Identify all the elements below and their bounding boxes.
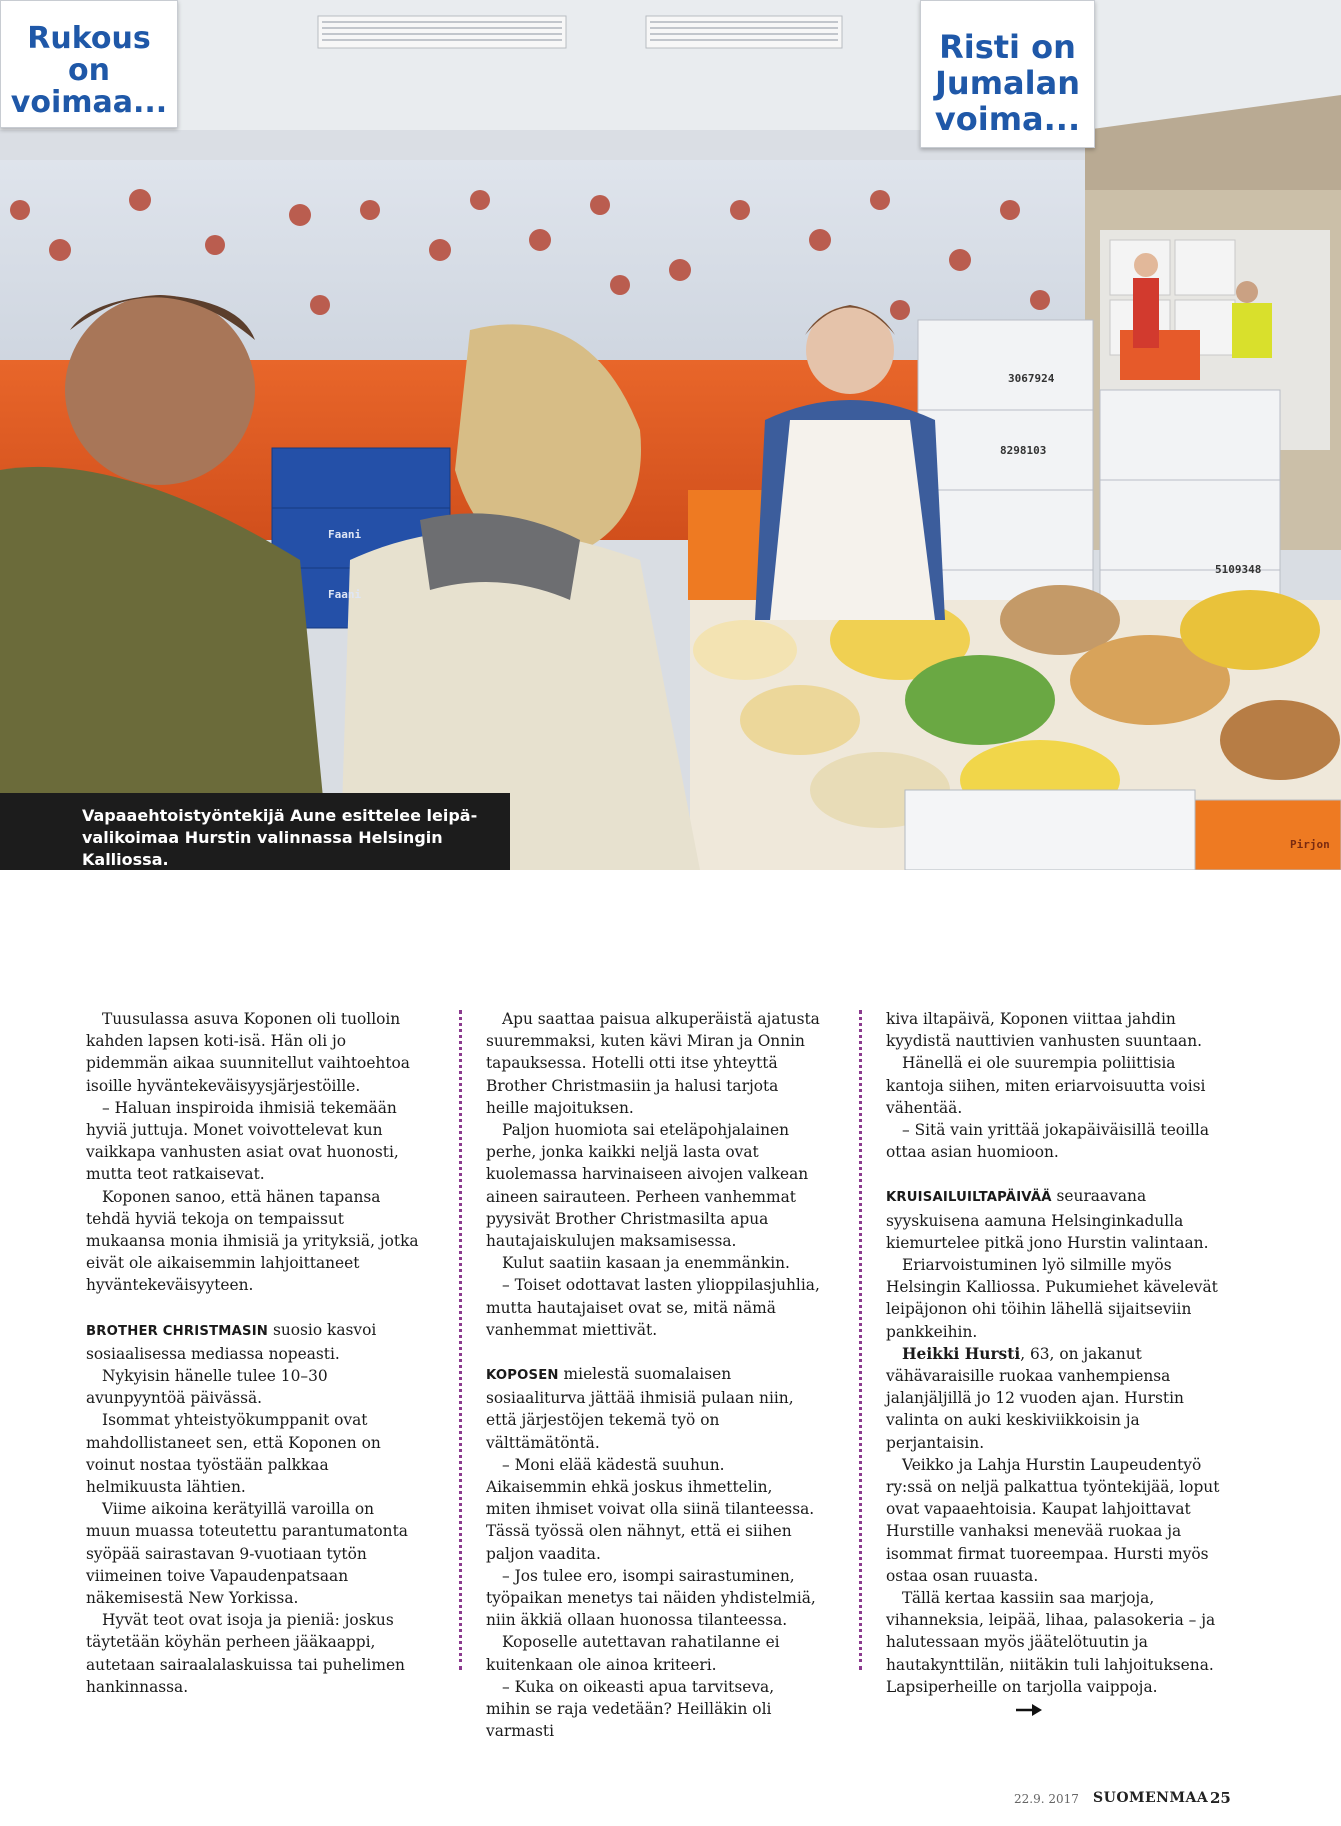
paragraph: – Haluan inspiroida ihmisiä tekemään hyviä juttuja. Monet voivottelevat kun vaikkapa vanhusten asiat ovat huonosti, mutta teot ratkaisevat.	[86, 1098, 399, 1184]
paragraph: – Jos tulee ero, isompi sairastuminen, työpaikan menetys tai näiden yhdistelmiä, niin äkkiä ollaan huonossa tilanteessa.	[486, 1566, 816, 1630]
paragraph: Hänellä ei ole suurempia poliittisia kantoja siihen, miten eriarvoisuutta voisi vähentää.	[886, 1054, 1206, 1117]
paragraph: Paljon huomiota sai eteläpohjalainen perhe, jonka kaikki neljä lasta ovat kuolemassa harvinaiseen aivojen valkean aineen sairauteen. Perheen vanhemmat pyysivät Brother Christmasilta apua hautajaiskulujen maksamisessa.	[486, 1121, 809, 1251]
lead-in: BROTHER CHRISTMASIN	[86, 1323, 269, 1339]
text-column-2	[486, 1008, 820, 1743]
sign-right-line-3: voima...	[934, 100, 1081, 138]
person-name: Heikki Hursti	[902, 1344, 1021, 1363]
paragraph-with-name	[886, 1343, 1220, 1454]
sign-cross-is-power	[920, 0, 1095, 148]
lead-in: KOPOSEN	[486, 1368, 559, 1384]
sign-prayer-is-power	[0, 0, 178, 128]
crate-label: Faani	[328, 588, 362, 601]
paragraph-text: Tällä kertaa kassiin saa marjoja, vihanneksia, leipää, lihaa, palasokeria – ja halutessaan myös jäätelötuutin ja hautakynttilän, niitäkin tuli lahjoituksena. Lapsiperheille on tarjolla vaippoja.	[886, 1589, 1216, 1696]
paragraph-with-lead	[486, 1363, 820, 1454]
sign-right-line-2: Jumalan	[935, 64, 1080, 102]
paragraph-with-lead	[886, 1185, 1220, 1254]
paragraph: kiva iltapäivä, Koponen viittaa jahdin kyydistä nauttivien vanhusten suuntaan.	[886, 1010, 1203, 1051]
paragraph: Nykyisin hänelle tulee 10–30 avunpyyntöä päivässä.	[86, 1367, 328, 1408]
paragraph: – Sitä vain yrittää jokapäiväisillä teoilla ottaa asian huomioon.	[886, 1121, 1210, 1162]
paragraph-with-arrow	[886, 1587, 1220, 1720]
paragraph: Viime aikoina kerätyillä varoilla on muun muassa toteutettu parantumatonta syöpää sairastavan 9-vuotiaan tytön viimeinen toive Vapaudenpatsaan näkemisestä New Yorkissa.	[86, 1500, 408, 1608]
caption-line-2: valikoimaa Hurstin valinnassa Helsingin Kalliossa.	[82, 828, 443, 869]
article-photo	[0, 0, 1341, 870]
paragraph: – Toiset odottavat lasten ylioppilasjuhlia, mutta hautajaiset ovat se, mitä nämä vanhemmat miettivät.	[486, 1276, 820, 1339]
paragraph: Koposelle autettavan rahatilanne ei kuitenkaan ole ainoa kriteeri.	[486, 1633, 780, 1674]
crate-label: 5109348	[1215, 563, 1262, 576]
lead-in: KRUISAILUILTAPÄIVÄÄ	[886, 1190, 1052, 1206]
paragraph-text: suosio kasvoi sosiaalisessa mediassa nopeasti.	[86, 1320, 377, 1363]
paragraph: Eriarvoistuminen lyö silmille myös Helsingin Kalliossa. Pukumiehet kävelevät leipäjonon ohi töihin lähellä sijaitseviin pankkeihin.	[886, 1256, 1218, 1341]
sign-right-line-1: Risti on	[939, 28, 1076, 66]
paragraph-text: mielestä suomalaisen sosiaaliturva jättää ihmisiä pulaan niin, että järjestöjen tekemä työ on välttämätöntä.	[486, 1365, 794, 1452]
sign-left-line-1: Rukous	[27, 21, 151, 56]
magazine-name: SUOMENMAA	[1093, 1790, 1209, 1806]
crate-label: 3067924	[1008, 372, 1055, 385]
paragraph: Tuusulassa asuva Koponen oli tuolloin kahden lapsen koti-isä. Hän oli jo pidemmän aikaa suunnitellut vaihtoehtoa isoille hyväntekeväisyysjärjestöille.	[86, 1010, 410, 1095]
sign-left-line-3: voimaa...	[10, 85, 168, 120]
continue-arrow-icon	[1016, 1704, 1042, 1716]
paragraph-text: seuraavana syyskuisena aamuna Helsinginkadulla kiemurtelee pitkä jono Hurstin valintaan.	[886, 1187, 1209, 1252]
issue-date: 22.9. 2017	[1014, 1792, 1079, 1806]
crate-label: Faani	[328, 528, 362, 541]
sign-left-line-2: on	[68, 53, 110, 88]
paragraph-with-lead	[86, 1319, 420, 1365]
paragraph: Kulut saatiin kasaan ja enemmänkin.	[502, 1254, 790, 1273]
paragraph: Isommat yhteistyökumppanit ovat mahdollistaneet sen, että Koponen on voinut nostaa työstään palkkaa helmikuusta lähtien.	[86, 1411, 381, 1497]
column-divider	[859, 1010, 862, 1670]
photo-illustration	[0, 0, 1341, 870]
paragraph: Veikko ja Lahja Hurstin Laupeudentyö ry:ssä on neljä palkattua työntekijää, loput ovat vapaaehtoisia. Kaupat lahjoittavat Hurstille vanhaksi menevää ruokaa ja isommat firmat tuoreempaa. Hursti myös ostaa osan ruuasta.	[886, 1455, 1220, 1585]
crate-label: Pirjon	[1290, 838, 1330, 851]
text-column-1	[86, 1008, 420, 1698]
page-number: 25	[1210, 1789, 1231, 1807]
paragraph: – Kuka on oikeasti apua tarvitseva, mihin se raja vedetään? Heilläkin oli varmasti	[486, 1677, 775, 1741]
paragraph-text: , 63, on jakanut vähävaraisille ruokaa vanhempiensa jalanjäljillä jo 12 vuoden ajan. Hurstin valinta on auki keskiviikkoisin ja perjantaisin.	[886, 1344, 1184, 1452]
paragraph: Apu saattaa paisua alkuperäistä ajatusta suuremmaksi, kuten kävi Miran ja Onnin tapauksessa. Hotelli otti itse yhteyttä Brother Christmasiin ja halusi tarjota heille majoituksen.	[486, 1010, 820, 1117]
column-divider	[459, 1010, 462, 1670]
paragraph: Hyvät teot ovat isoja ja pieniä: joskus täytetään köyhän perheen jääkaappi, autetaan sairaalalaskuissa tai puhelimen hankinnassa.	[86, 1611, 405, 1696]
photo-caption	[0, 793, 510, 870]
crate-label: 8298103	[1000, 444, 1047, 457]
paragraph: – Moni elää kädestä suuhun. Aikaisemmin ehkä joskus ihmettelin, miten ihmiset voivat olla siinä tilanteessa. Tässä työssä olen nähnyt, että ei siihen paljon vaadita.	[486, 1455, 815, 1563]
paragraph: Koponen sanoo, että hänen tapansa tehdä hyviä tekoja on tempaissut mukaansa monia ihmisiä ja yrityksiä, jotka eivät ole aikaisemmin lahjoittaneet hyväntekeväisyyteen.	[86, 1187, 419, 1295]
text-column-3	[886, 1008, 1220, 1720]
caption-line-1: Vapaaehtoistyöntekijä Aune esittelee leipä-	[82, 806, 478, 825]
